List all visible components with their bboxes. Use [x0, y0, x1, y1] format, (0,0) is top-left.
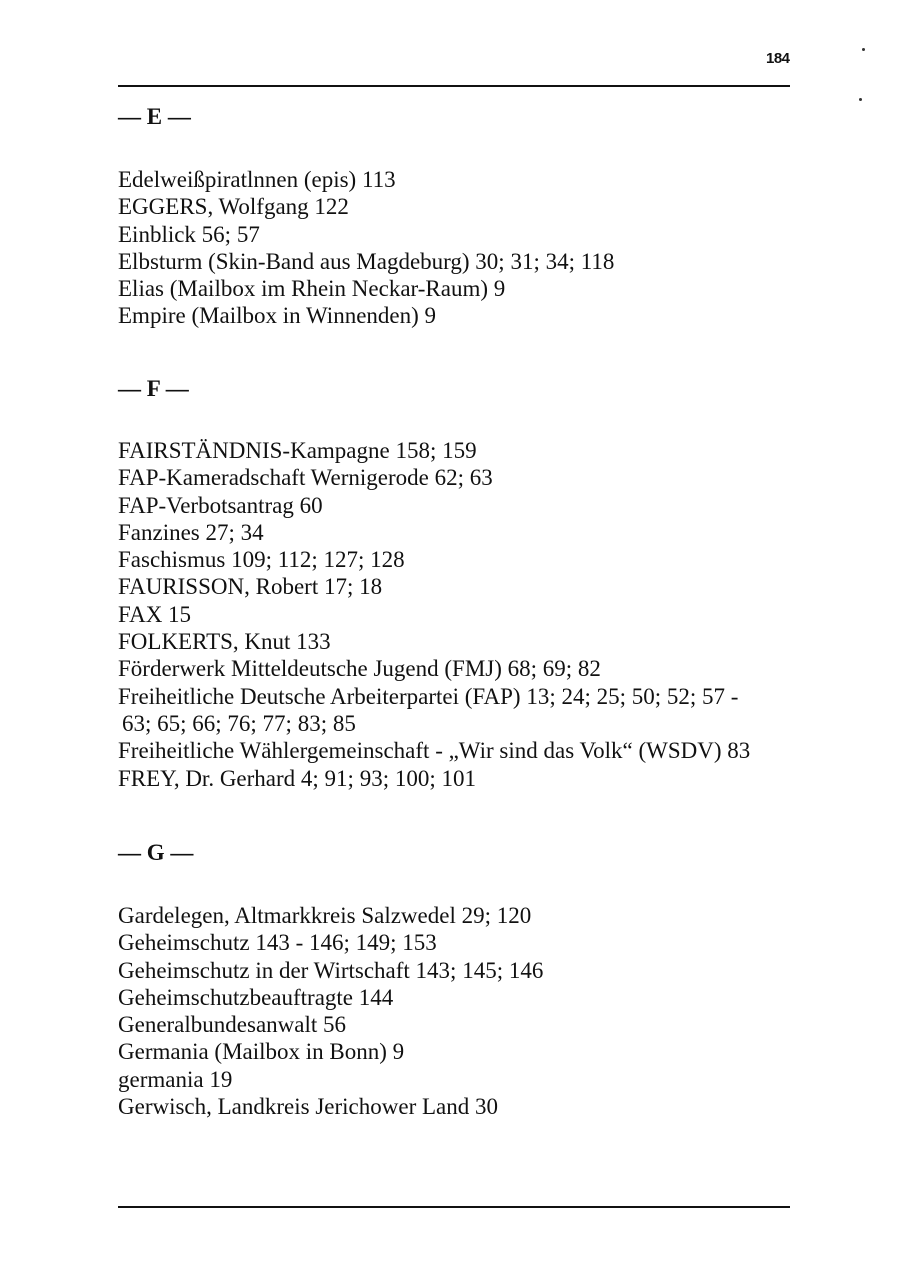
index-entry: germania 19	[118, 1066, 233, 1092]
section-entries-g	[118, 902, 798, 1120]
index-entry: Elias (Mailbox im Rhein Neckar-Raum) 9	[118, 276, 506, 302]
index-entry: Faschismus 109; 112; 127; 128	[118, 547, 405, 573]
section-heading-f: — F —	[118, 376, 189, 401]
index-entry: Freiheitliche Deutsche Arbeiterpartei (FAP) 13; 24; 25; 50; 52; 57 -	[118, 683, 739, 709]
scan-speck	[862, 48, 865, 51]
index-entry: Gerwisch, Landkreis Jerichower Land 30	[118, 1094, 499, 1120]
index-entry: Fanzines 27; 34	[118, 519, 264, 545]
header-rule	[118, 85, 790, 87]
index-entry: Edelweißpiratlnnen (epis) 113	[118, 167, 396, 192]
index-entry: FAIRSTÄNDNIS-Kampagne 158; 159	[118, 438, 477, 463]
index-entry: Gardelegen, Altmarkkreis Salzwedel 29; 120	[118, 903, 532, 928]
index-entry: FAP-Kameradschaft Wernigerode 62; 63	[118, 465, 493, 491]
section-entries-f	[118, 437, 798, 792]
index-entry: Geheimschutz in der Wirtschaft 143; 145; 146	[118, 957, 544, 983]
index-entry: FAURISSON, Robert 17; 18	[118, 574, 383, 600]
index-entry: Geheimschutz 143 - 146; 149; 153	[118, 930, 437, 956]
index-entry: Generalbundesanwalt 56	[118, 1012, 347, 1038]
index-entry: Förderwerk Mitteldeutsche Jugend (FMJ) 68; 69; 82	[118, 656, 601, 682]
footer-rule	[118, 1206, 790, 1208]
section-entries-e	[118, 166, 798, 330]
index-entry: FAP-Verbotsantrag 60	[118, 492, 323, 518]
index-entry: Germania (Mailbox in Bonn) 9	[118, 1039, 405, 1065]
index-entry: EGGERS, Wolfgang 122	[118, 194, 349, 220]
index-entry: FREY, Dr. Gerhard 4; 91; 93; 100; 101	[118, 765, 476, 791]
index-entry: Einblick 56; 57	[118, 221, 260, 247]
index-entry: FOLKERTS, Knut 133	[118, 629, 331, 655]
page-number: 184	[766, 50, 790, 67]
index-entry: Elbsturm (Skin-Band aus Magdeburg) 30; 31; 34; 118	[118, 248, 615, 274]
index-entry: FAX 15	[118, 601, 192, 627]
index-entry: Freiheitliche Wählergemeinschaft - „Wir sind das Volk“ (WSDV) 83	[118, 738, 751, 764]
section-heading-e: — E —	[118, 104, 191, 129]
index-entry-continuation: 63; 65; 66; 76; 77; 83; 85	[122, 710, 356, 736]
scan-speck	[859, 98, 862, 101]
index-entry: Geheimschutzbeauftragte 144	[118, 984, 394, 1010]
index-entry: Empire (Mailbox in Winnenden) 9	[118, 303, 437, 329]
section-heading-g: — G —	[118, 840, 194, 865]
